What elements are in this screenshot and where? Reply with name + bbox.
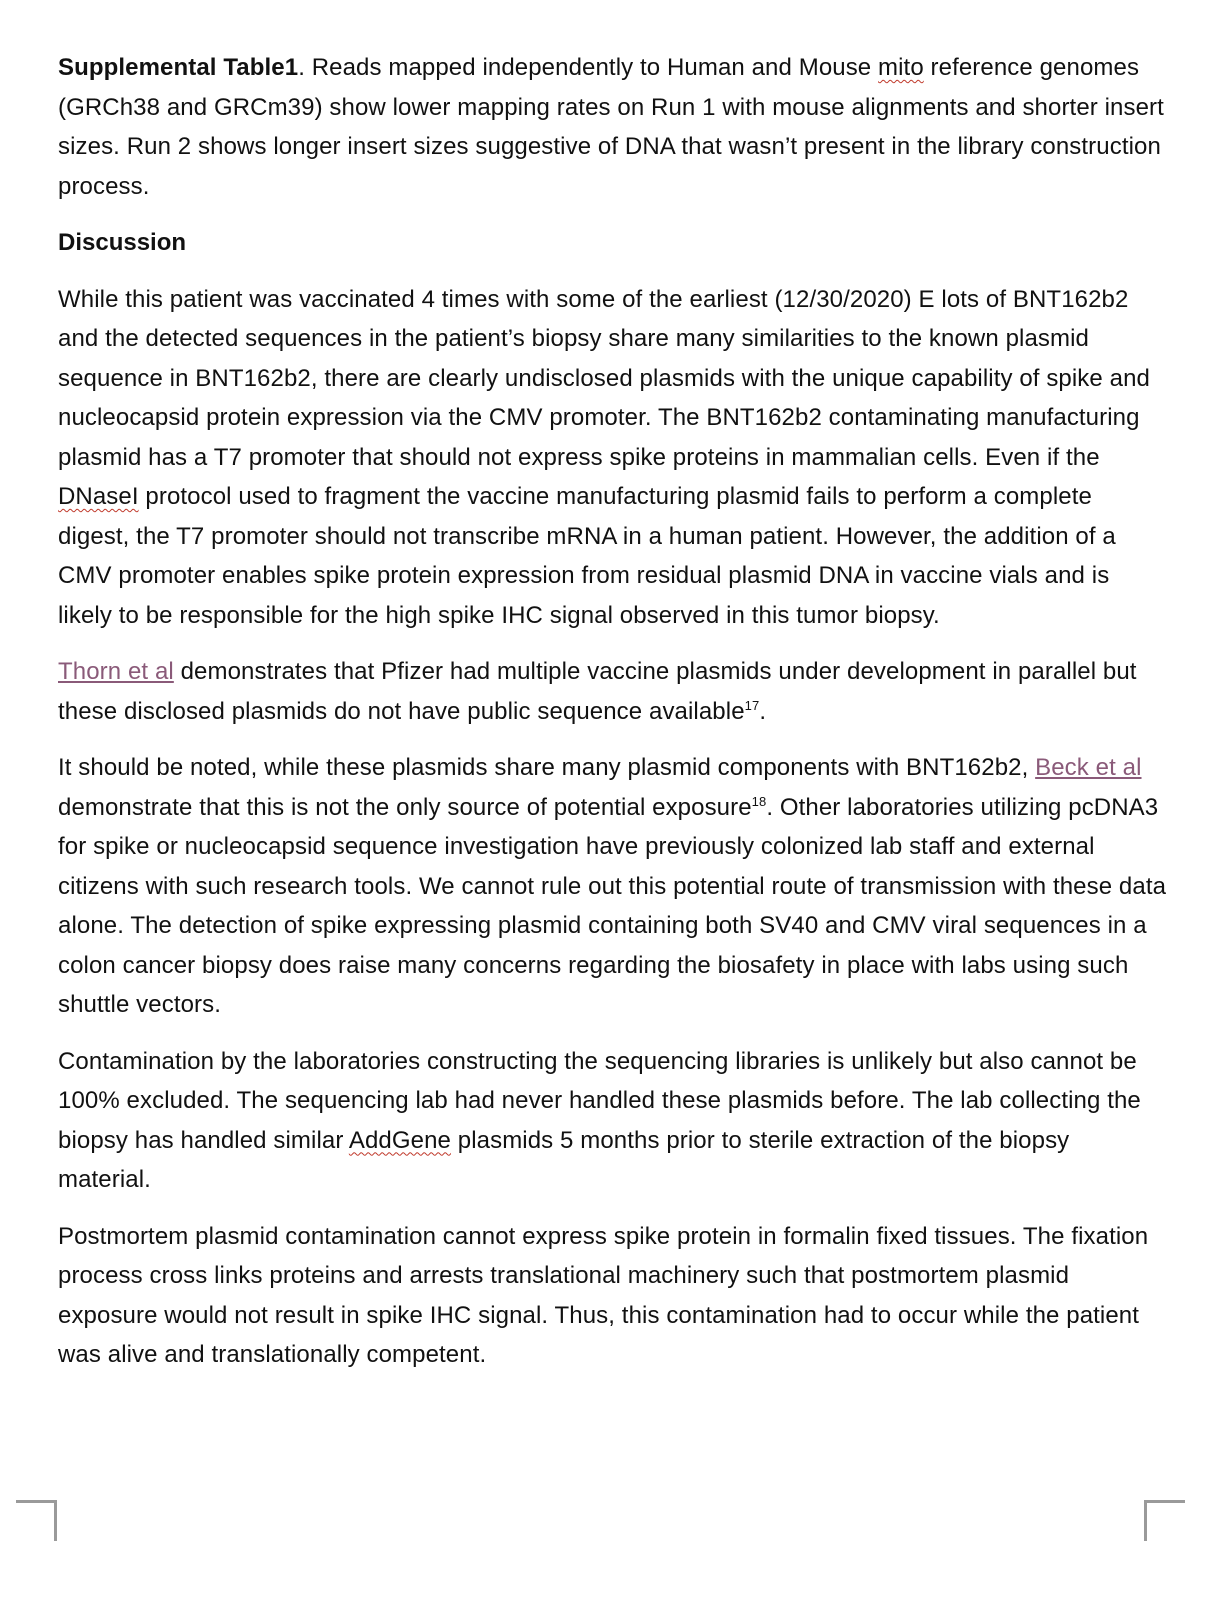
- spellcheck-word-dnasei[interactable]: DNaseI: [58, 483, 139, 510]
- paragraph-3: [58, 748, 1168, 1025]
- table-caption: [58, 48, 1168, 206]
- caption-text-a: . Reads mapped independently to Human and Mouse: [298, 54, 879, 81]
- p1-text-b: protocol used to fragment the vaccine manufacturing plasmid fails to perform a complete digest, the T7 promoter should not transcribe mRNA in a human patient. However, the addition of a CMV promoter enables spike protein expression from residual plasmid DNA in vaccine vials and is likely to be responsible for the high spike IHC signal observed in this tumor biopsy.: [58, 483, 1116, 629]
- p4-text-a: Contamination by the laboratories constructing the sequencing libraries is unlikely but also cannot be 100% excluded. The sequencing lab had never handled these plasmids before. The lab collecting the biopsy has handled similar: [58, 1047, 1141, 1154]
- caption-label: Supplemental Table1: [58, 54, 299, 81]
- page-corner-mark-left: [16, 1500, 57, 1541]
- p2-text-b: .: [759, 697, 767, 725]
- paragraph-1: [58, 280, 1168, 636]
- citation-17: 17: [744, 697, 760, 713]
- thorn-et-al-link[interactable]: Thorn et al: [58, 658, 174, 685]
- paragraph-4: [58, 1042, 1168, 1200]
- citation-18: 18: [751, 793, 767, 809]
- p3-text-c: . Other laboratories utilizing pcDNA3 for spike or nucleocapsid sequence investigation have previously colonized lab staff and external citizens with such research tools. We cannot rule out this potential route of transmission with these data alone. The detection of spike expressing plasmid containing both SV40 and CMV viral sequences in a colon cancer biopsy does raise many concerns regarding the biosafety in place with labs using such shuttle vectors.: [58, 793, 1167, 1018]
- discussion-heading: Discussion: [58, 229, 187, 256]
- document-page: [58, 48, 1168, 1375]
- spellcheck-word-addgene[interactable]: AddGene: [348, 1126, 451, 1154]
- paragraph-5: Postmortem plasmid contamination cannot express spike protein in formalin fixed tissues. The fixation process cross links proteins and arrests translational machinery such that postmortem plasmid exposure would not result in spike IHC signal. Thus, this contamination had to occur while the patient was alive and translationally competent.: [58, 1222, 1149, 1368]
- p3-text-b: demonstrate that this is not the only source of potential exposure: [58, 793, 752, 821]
- beck-et-al-link[interactable]: Beck et al: [1035, 754, 1142, 781]
- page-corner-mark-right: [1144, 1500, 1185, 1541]
- p4-text-b: plasmids 5 months prior to sterile extraction of the biopsy material.: [58, 1126, 1070, 1193]
- paragraph-2: [58, 652, 1168, 731]
- spellcheck-word-mito[interactable]: mito: [878, 54, 924, 81]
- p1-text-a: While this patient was vaccinated 4 times with some of the earliest (12/30/2020) E lots of BNT162b2 and the detected sequences in the patient’s biopsy share many similarities to the known plasmid sequence in BNT162b2, there are clearly undisclosed plasmids with the unique capability of spike and nucleocapsid protein expression via the CMV promoter. The BNT162b2 contaminating manufacturing plasmid has a T7 promoter that should not express spike proteins in mammalian cells. Even if the: [58, 285, 1150, 471]
- caption-text-b: reference genomes (GRCh38 and GRCm39) show lower mapping rates on Run 1 with mouse alignments and shorter insert sizes. Run 2 shows longer insert sizes suggestive of DNA that wasn’t present in the library construction process.: [58, 54, 1164, 200]
- p3-text-a: It should be noted, while these plasmids share many plasmid components with BNT162b2,: [58, 754, 1036, 781]
- p2-text-a: demonstrates that Pfizer had multiple vaccine plasmids under development in parallel but these disclosed plasmids do not have public sequence available: [58, 658, 1137, 725]
